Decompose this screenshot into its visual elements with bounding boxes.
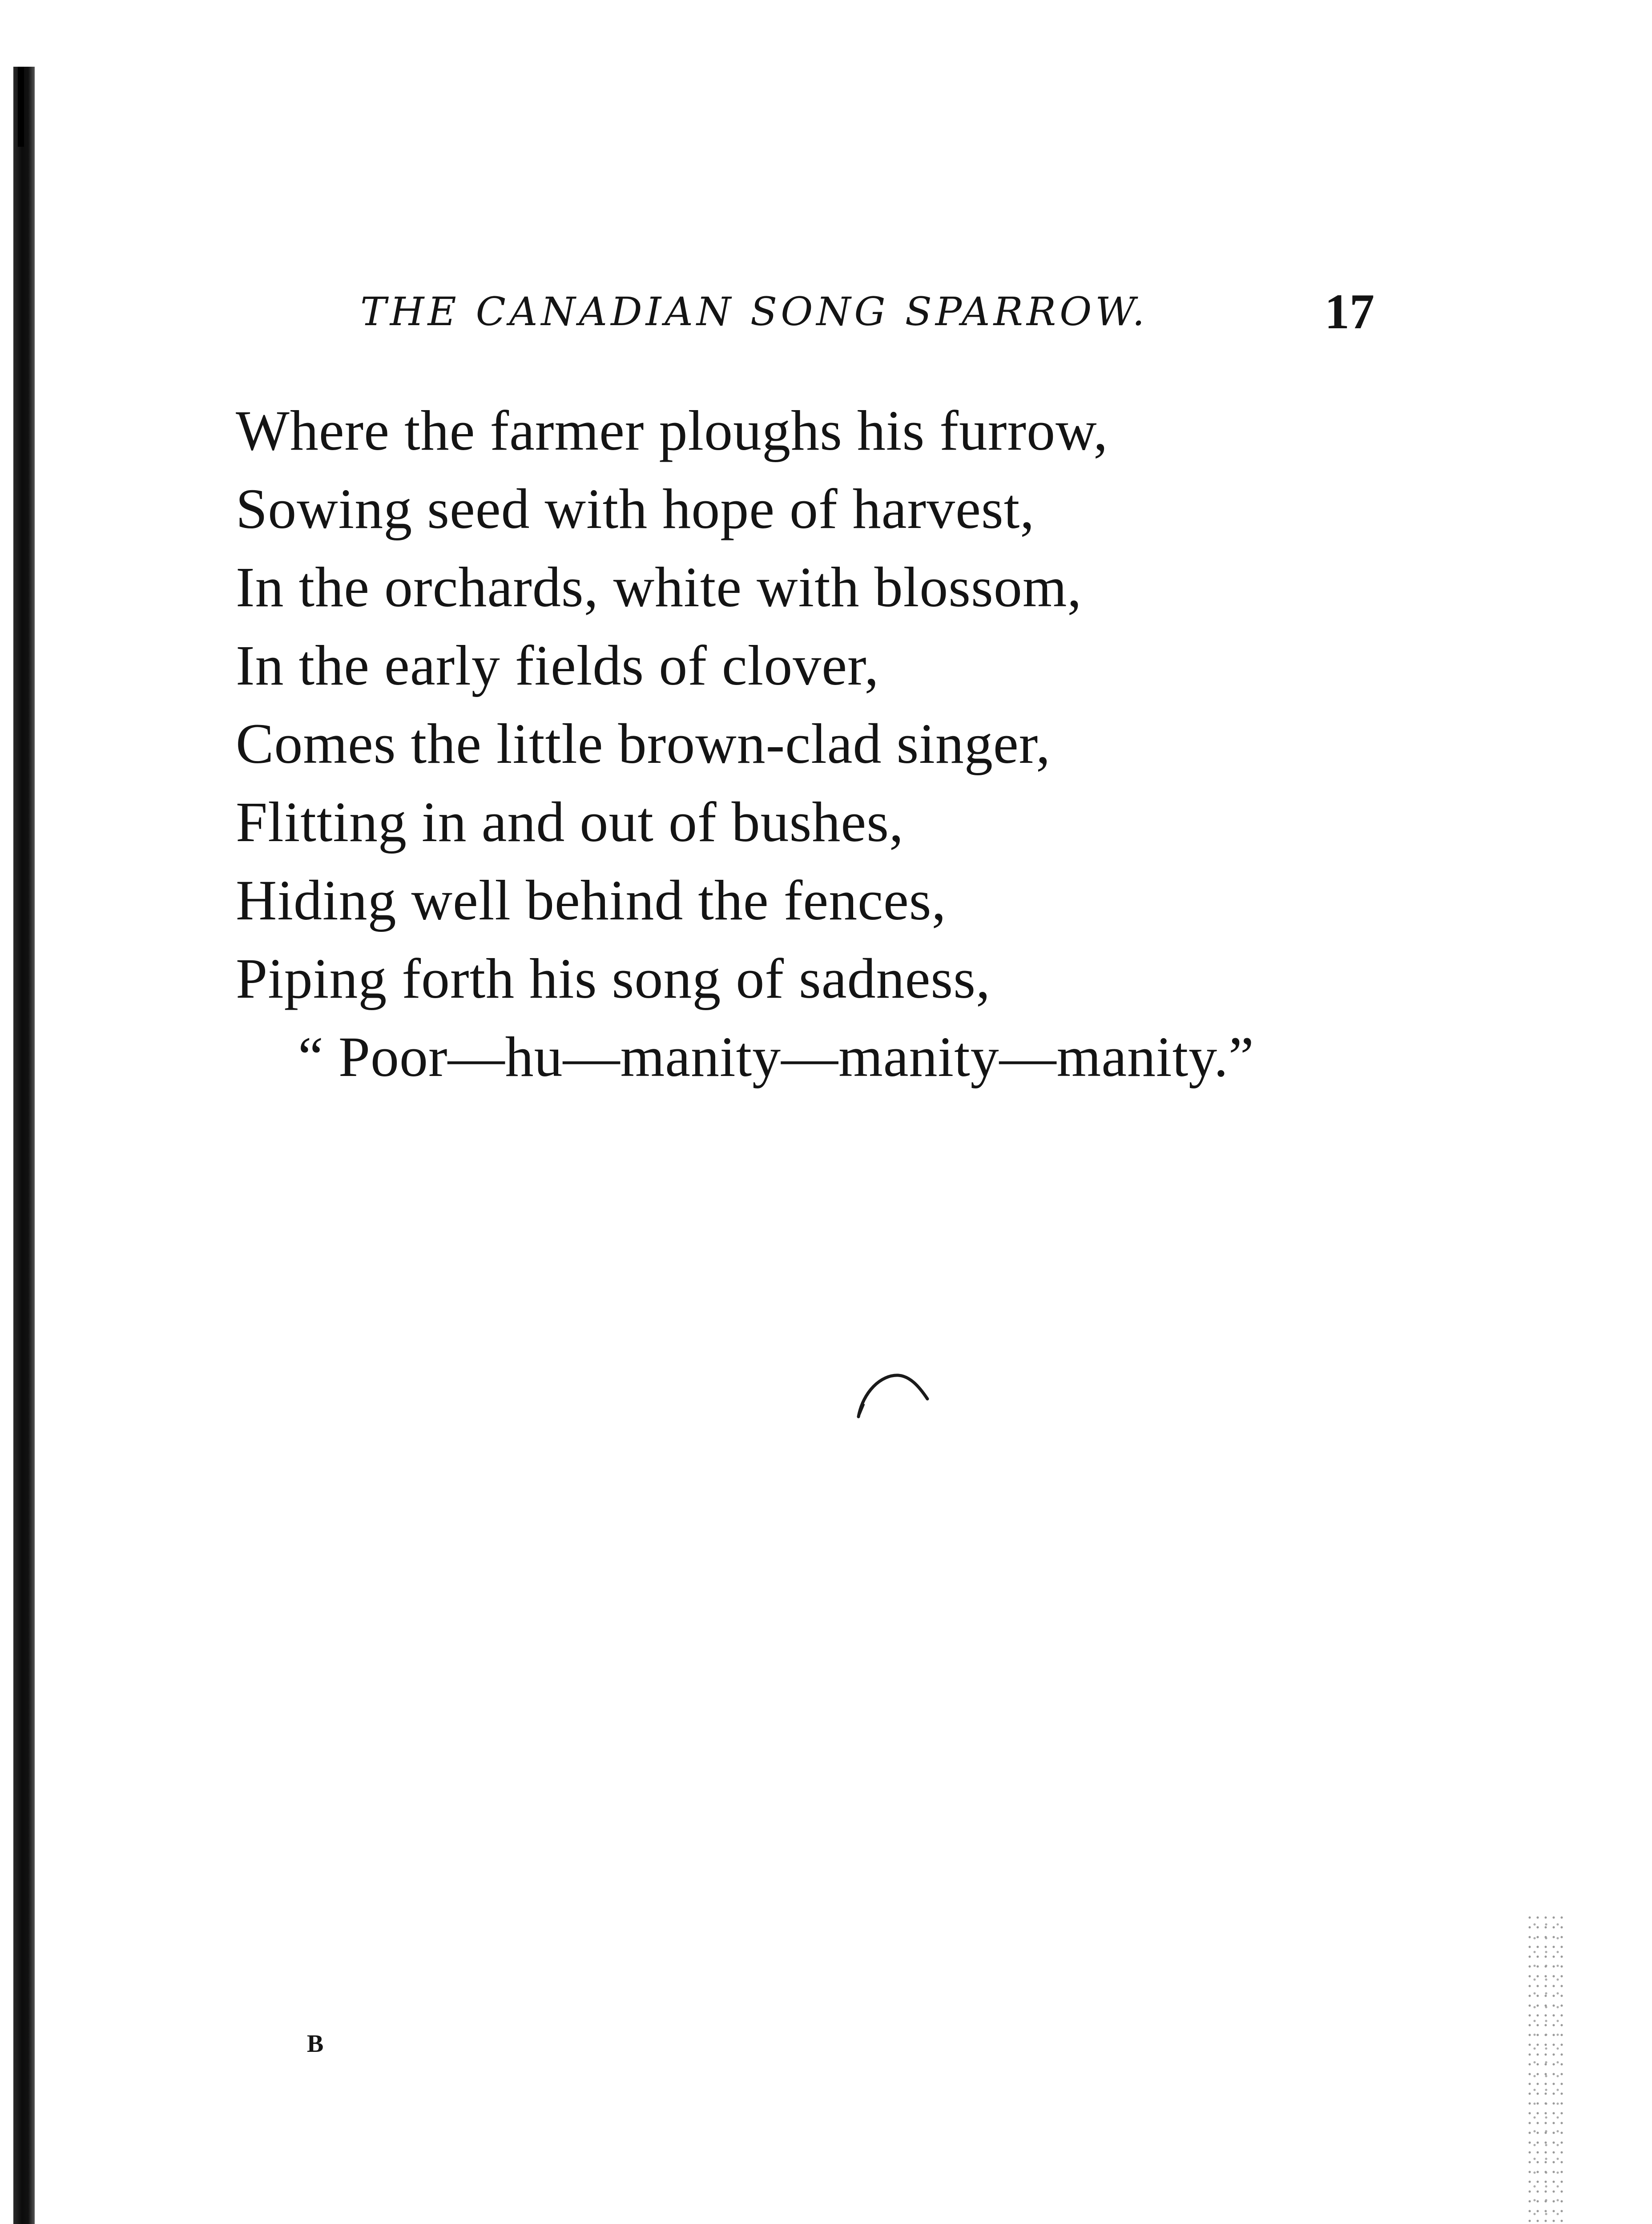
poem-line: In the early fields of clover, (236, 634, 879, 697)
poem-refrain: “ Poor—hu—manity—manity—manity.” (298, 1025, 1254, 1088)
poem-line: Sowing seed with hope of harvest, (236, 477, 1035, 540)
page-number: 17 (1325, 284, 1374, 339)
running-head (360, 283, 1374, 341)
binding-edge (13, 67, 35, 2224)
poem-line: Hiding well behind the fences, (236, 869, 947, 932)
poem-stanza (236, 391, 1392, 1096)
signature-mark: B (307, 2030, 324, 2058)
arc-ornament-icon (854, 1366, 934, 1419)
scan-speckle (1526, 1913, 1566, 2224)
poem-line: Where the farmer ploughs his furrow, (236, 399, 1108, 462)
poem-line: Flitting in and out of bushes, (236, 790, 904, 854)
poem-line: In the orchards, white with blossom, (236, 556, 1082, 619)
poem-line: Piping forth his song of sadness, (236, 947, 991, 1010)
running-title: THE CANADIAN SONG SPARROW. (360, 289, 1148, 334)
binding-edge-mark (18, 67, 24, 147)
poem-line: Comes the little brown-clad singer, (236, 712, 1051, 775)
